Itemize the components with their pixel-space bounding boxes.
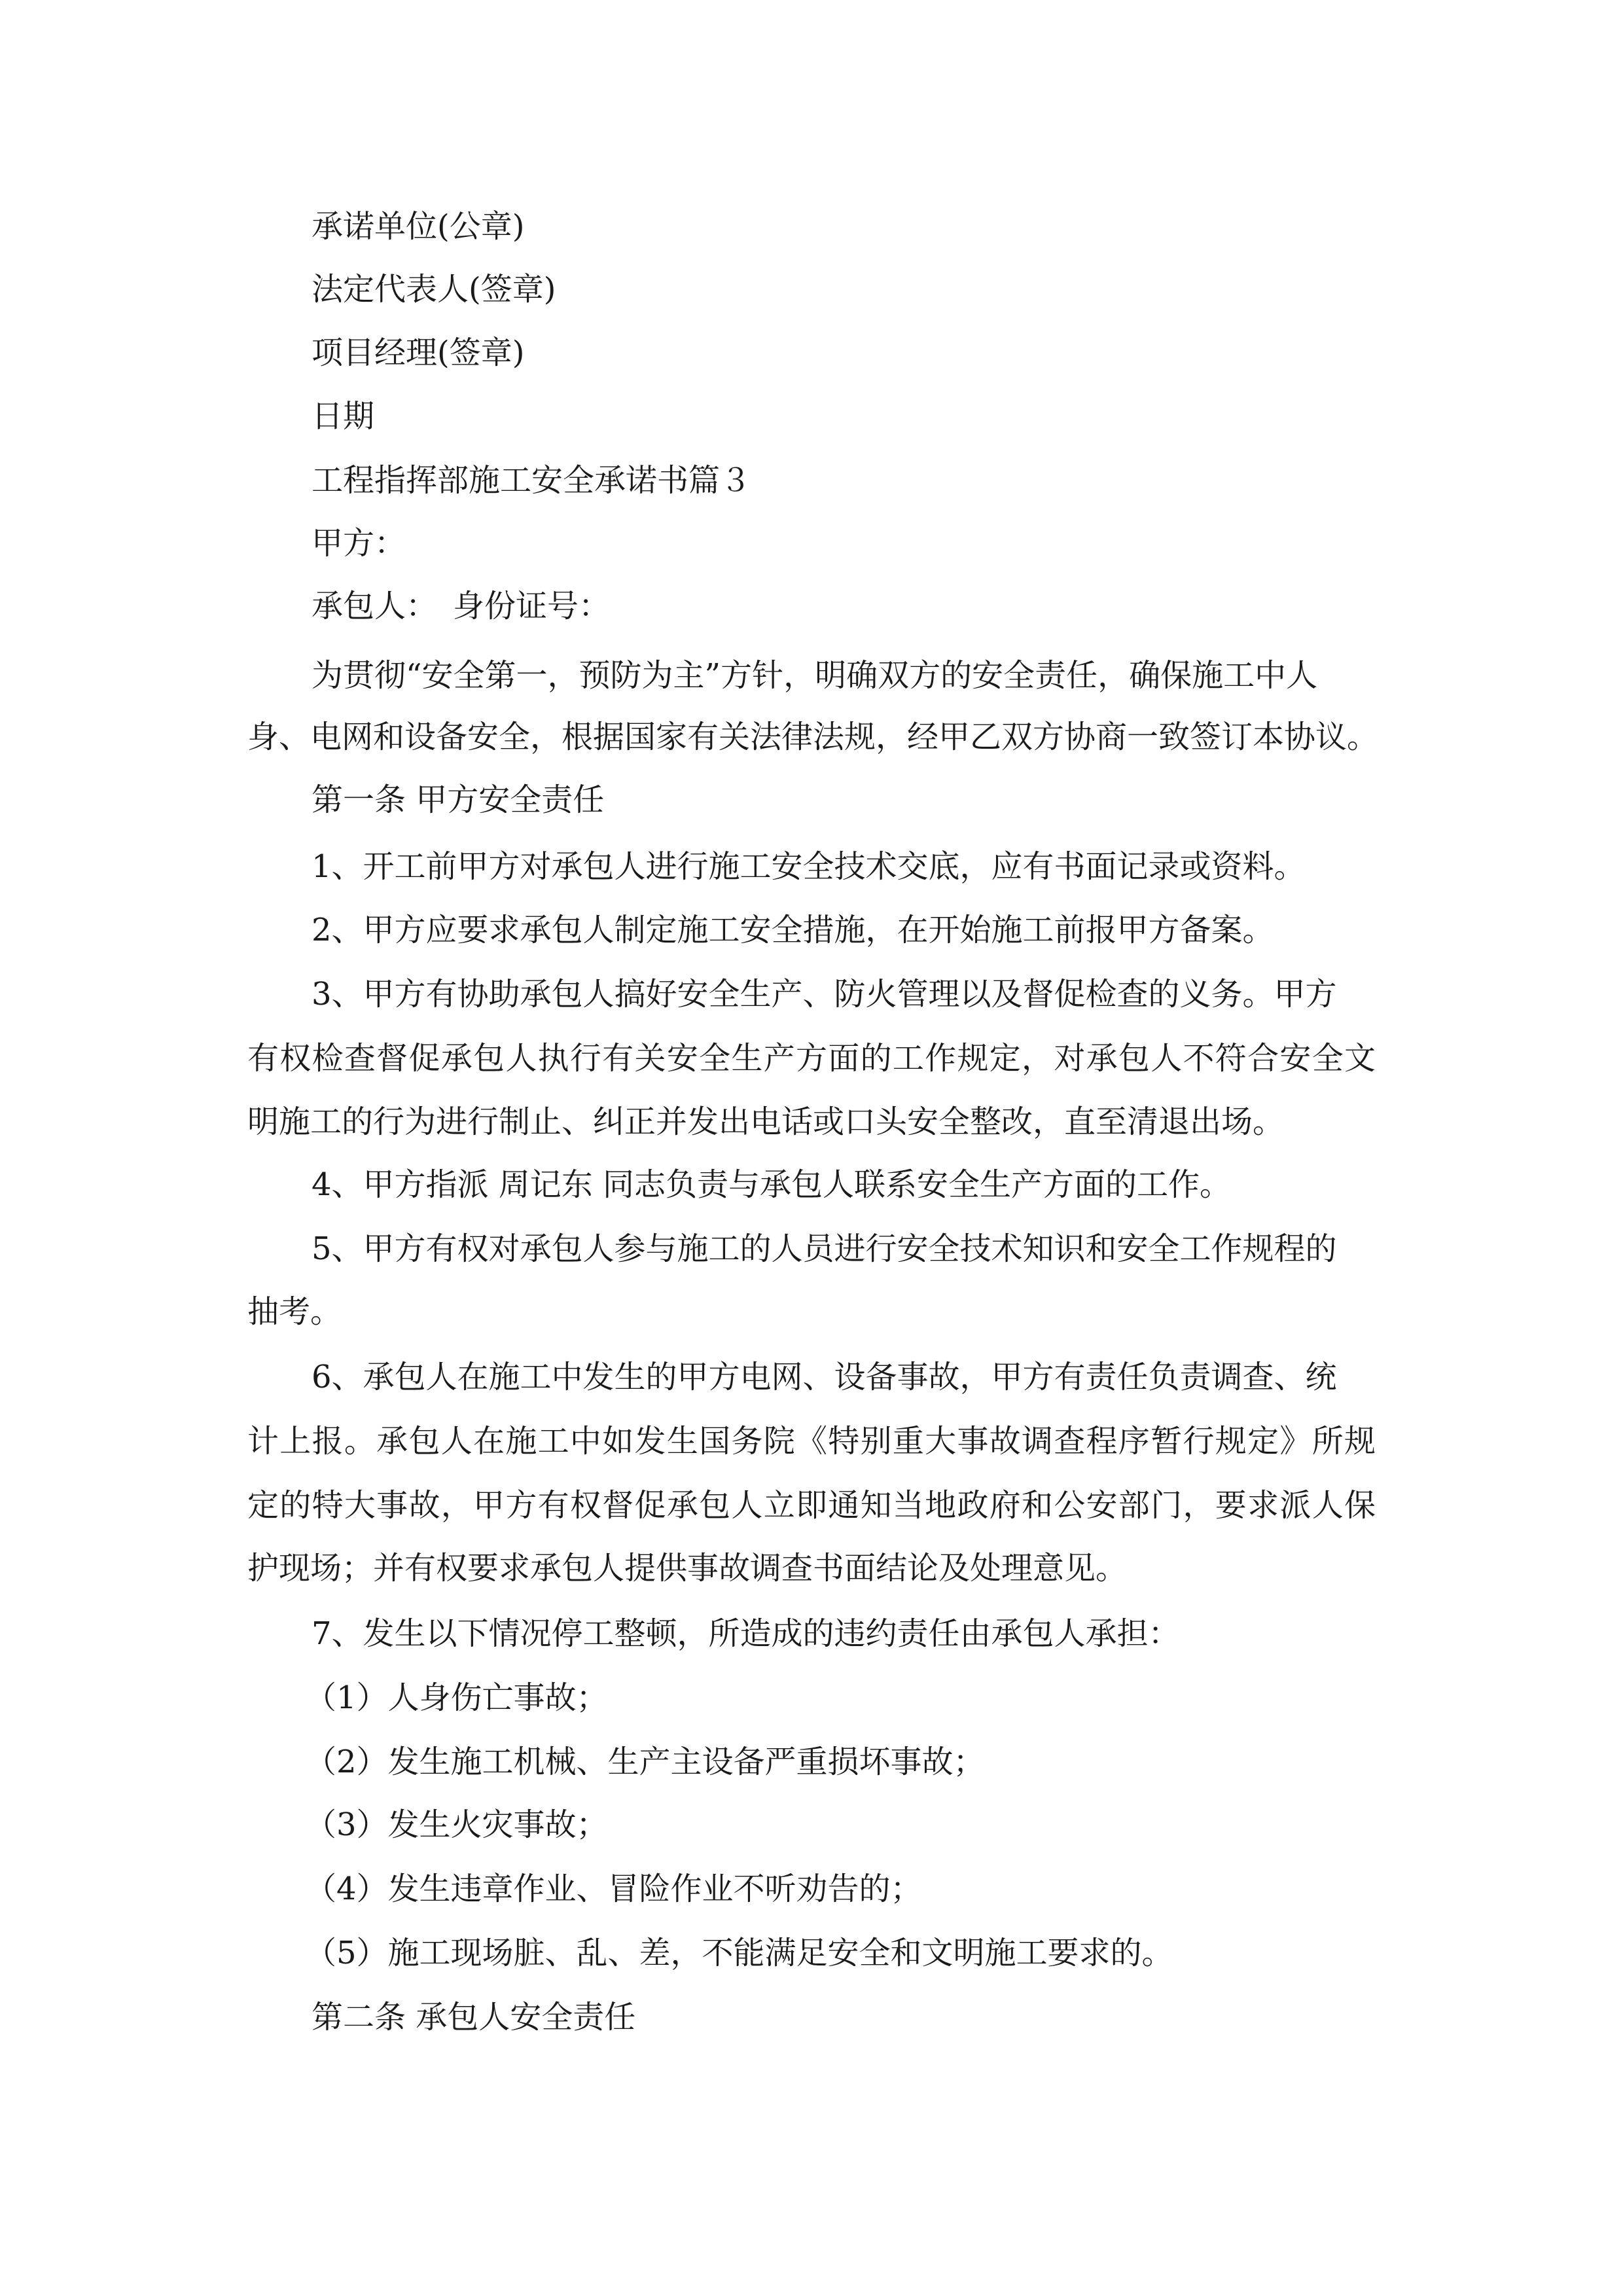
article1-sub-item: （3）发生火灾事故； bbox=[305, 1806, 608, 1843]
article1-item1: 1、开工前甲方对承包人进行施工安全技术交底，应有书面记录或资料。 bbox=[312, 848, 1306, 885]
contractor-line: 承包人： 身份证号： bbox=[312, 588, 611, 624]
article1-sub-item: （5）施工现场脏、乱、差，不能满足安全和文明施工要求的。 bbox=[305, 1935, 1173, 1971]
article1-item7: 7、发生以下情况停工整顿，所造成的违约责任由承包人承担： bbox=[312, 1615, 1180, 1652]
article1-sub-item: （4）发生违章作业、冒险作业不听劝告的； bbox=[305, 1871, 922, 1907]
article1-item6-cont: 定的特大事故，甲方有权督促承包人立即通知当地政府和公安部门，要求派人保 bbox=[247, 1487, 1376, 1524]
article1-item6: 6、承包人在施工中发生的甲方电网、设备事故，甲方有责任负责调查、统 bbox=[312, 1359, 1337, 1395]
article1-item3-cont: 明施工的行为进行制止、纠正并发出电话或口头安全整改，直至清退出场。 bbox=[247, 1103, 1285, 1140]
preamble-line: 身、电网和设备安全，根据国家有关法律法规，经甲乙双方协商一致签订本协议。 bbox=[247, 719, 1379, 755]
party-a-line: 甲方： bbox=[312, 525, 406, 562]
article1-item5-cont: 抽考。 bbox=[247, 1293, 342, 1330]
signature-project-manager: 项目经理(签章) bbox=[312, 334, 525, 371]
signature-date: 日期 bbox=[312, 398, 375, 435]
article1-item6-cont: 计上报。承包人在施工中如发生国务院《特别重大事故调查程序暂行规定》所规 bbox=[247, 1423, 1376, 1460]
document-title: 工程指挥部施工安全承诺书篇３ bbox=[312, 462, 752, 499]
article2-heading: 第二条 承包人安全责任 bbox=[312, 1999, 636, 2036]
signature-legal-rep: 法定代表人(签章) bbox=[312, 271, 556, 308]
article1-item6-cont: 护现场；并有权要求承包人提供事故调查书面结论及处理意见。 bbox=[247, 1550, 1128, 1587]
article1-item4: 4、甲方指派 周记东 同志负责与承包人联系安全生产方面的工作。 bbox=[312, 1166, 1232, 1203]
article1-heading: 第一条 甲方安全责任 bbox=[312, 781, 605, 818]
article1-sub-item: （2）发生施工机械、生产主设备严重损坏事故； bbox=[305, 1744, 985, 1780]
preamble-line: 为贯彻“安全第一，预防为主”方针，明确双方的安全责任，确保施工中人 bbox=[312, 657, 1318, 694]
article1-sub-item: （1）人身伤亡事故； bbox=[305, 1679, 608, 1716]
article1-item2: 2、甲方应要求承包人制定施工安全措施，在开始施工前报甲方备案。 bbox=[312, 912, 1274, 948]
article1-item3: 3、甲方有协助承包人搞好安全生产、防火管理以及督促检查的义务。甲方 bbox=[312, 976, 1337, 1013]
article1-item5: 5、甲方有权对承包人参与施工的人员进行安全技术知识和安全工作规程的 bbox=[312, 1230, 1337, 1267]
signature-unit: 承诺单位(公章) bbox=[312, 208, 525, 245]
article1-item3-cont: 有权检查督促承包人执行有关安全生产方面的工作规定，对承包人不符合安全文 bbox=[247, 1040, 1376, 1077]
